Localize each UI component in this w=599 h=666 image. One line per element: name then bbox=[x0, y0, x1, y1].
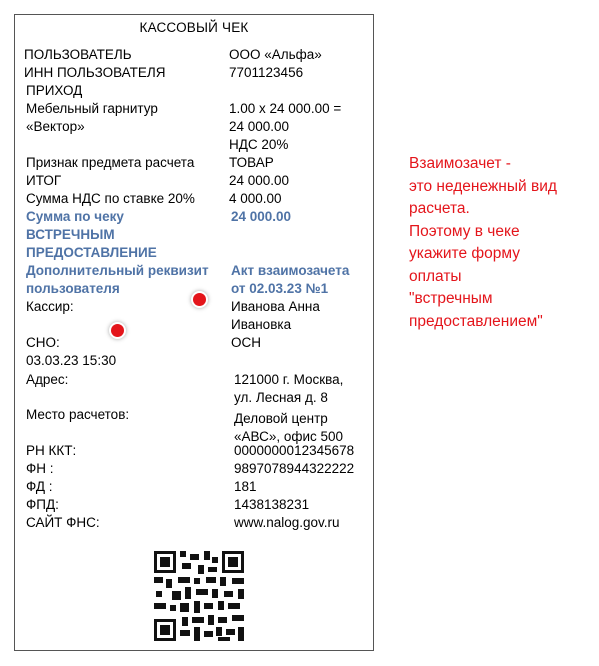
note-line: расчета. bbox=[409, 200, 470, 217]
operation-type: ПРИХОД bbox=[26, 83, 83, 98]
note-line: это неденежный вид bbox=[409, 177, 557, 195]
rn-kkt-value: 0000000012345678 bbox=[234, 443, 355, 458]
subject-value: ТОВАР bbox=[229, 155, 274, 170]
cashier-label: Кассир: bbox=[26, 299, 74, 314]
inn-value: 7701123456 bbox=[229, 65, 304, 80]
red-dot-marker bbox=[111, 324, 124, 337]
item-name-line2: «Вектор» bbox=[26, 119, 85, 134]
cash-receipt bbox=[14, 14, 374, 651]
place-line1: Деловой центр bbox=[234, 411, 328, 426]
fns-site-label: САЙТ ФНС: bbox=[26, 515, 100, 530]
fpd-label: ФПД: bbox=[26, 497, 59, 512]
sum-value: 24 000.00 bbox=[231, 209, 292, 224]
address-line2: ул. Лесная д. 8 bbox=[234, 390, 328, 405]
note-line: Поэтому в чеке bbox=[409, 222, 520, 240]
explanation-note bbox=[409, 153, 599, 333]
note-line: оплаты bbox=[409, 267, 462, 285]
extra-label-line1: Дополнительный реквизит bbox=[26, 263, 209, 278]
cashier-value-line1: Иванова Анна bbox=[231, 299, 320, 314]
place-line2: «АВС», офис 500 bbox=[234, 429, 344, 444]
note-line: Взаимозачет - bbox=[409, 155, 511, 172]
sno-value: ОСН bbox=[231, 335, 261, 350]
inn-label: ИНН ПОЛЬЗОВАТЕЛЯ bbox=[24, 65, 166, 80]
user-value: ООО «Альфа» bbox=[229, 47, 322, 62]
extra-label-line2: пользователя bbox=[26, 281, 120, 296]
subject-label: Признак предмета расчета bbox=[26, 155, 195, 170]
fd-label: ФД : bbox=[26, 479, 53, 494]
fd-value: 181 bbox=[234, 479, 257, 494]
item-vat: НДС 20% bbox=[229, 137, 289, 152]
extra-value-line1: Акт взаимозачета bbox=[231, 263, 350, 278]
rn-kkt-label: РН ККТ: bbox=[26, 443, 77, 458]
user-label: ПОЛЬЗОВАТЕЛЬ bbox=[24, 47, 132, 62]
item-name-line1: Мебельный гарнитур bbox=[26, 101, 158, 116]
item-calc-line1: 1.00 x 24 000.00 = bbox=[229, 101, 342, 116]
address-line1: 121000 г. Москва, bbox=[234, 372, 344, 387]
red-dot-marker bbox=[193, 293, 206, 306]
sno-label: СНО: bbox=[26, 335, 60, 350]
note-line: "встречным bbox=[409, 290, 493, 307]
address-label: Адрес: bbox=[26, 372, 69, 387]
sum-label-line2: ВСТРЕЧНЫМ bbox=[26, 227, 115, 242]
extra-value-line2: от 02.03.23 №1 bbox=[231, 281, 329, 296]
fns-site-value: www.nalog.gov.ru bbox=[234, 515, 340, 530]
cashier-value-line2: Ивановка bbox=[231, 317, 292, 332]
fpd-value: 1438138231 bbox=[234, 497, 310, 512]
note-line: укажите форму bbox=[409, 245, 520, 262]
sum-label-line3: ПРЕДОСТАВЛЕНИЕ bbox=[26, 245, 157, 260]
fn-label: ФН : bbox=[26, 461, 54, 476]
place-label: Место расчетов: bbox=[26, 407, 130, 422]
note-line: предоставлением" bbox=[409, 312, 543, 330]
item-calc-line2: 24 000.00 bbox=[229, 119, 290, 134]
vat-sum-label: Сумма НДС по ставке 20% bbox=[26, 191, 195, 206]
receipt-datetime: 03.03.23 15:30 bbox=[26, 353, 117, 368]
sum-label: Сумма по чеку bbox=[26, 209, 124, 224]
qr-code-icon bbox=[154, 551, 244, 641]
receipt-title: КАССОВЫЙ ЧЕК bbox=[139, 20, 249, 35]
vat-sum-value: 4 000.00 bbox=[229, 191, 282, 206]
total-label: ИТОГ bbox=[26, 173, 62, 188]
fn-value: 9897078944322222 bbox=[234, 461, 355, 476]
total-value: 24 000.00 bbox=[229, 173, 290, 188]
